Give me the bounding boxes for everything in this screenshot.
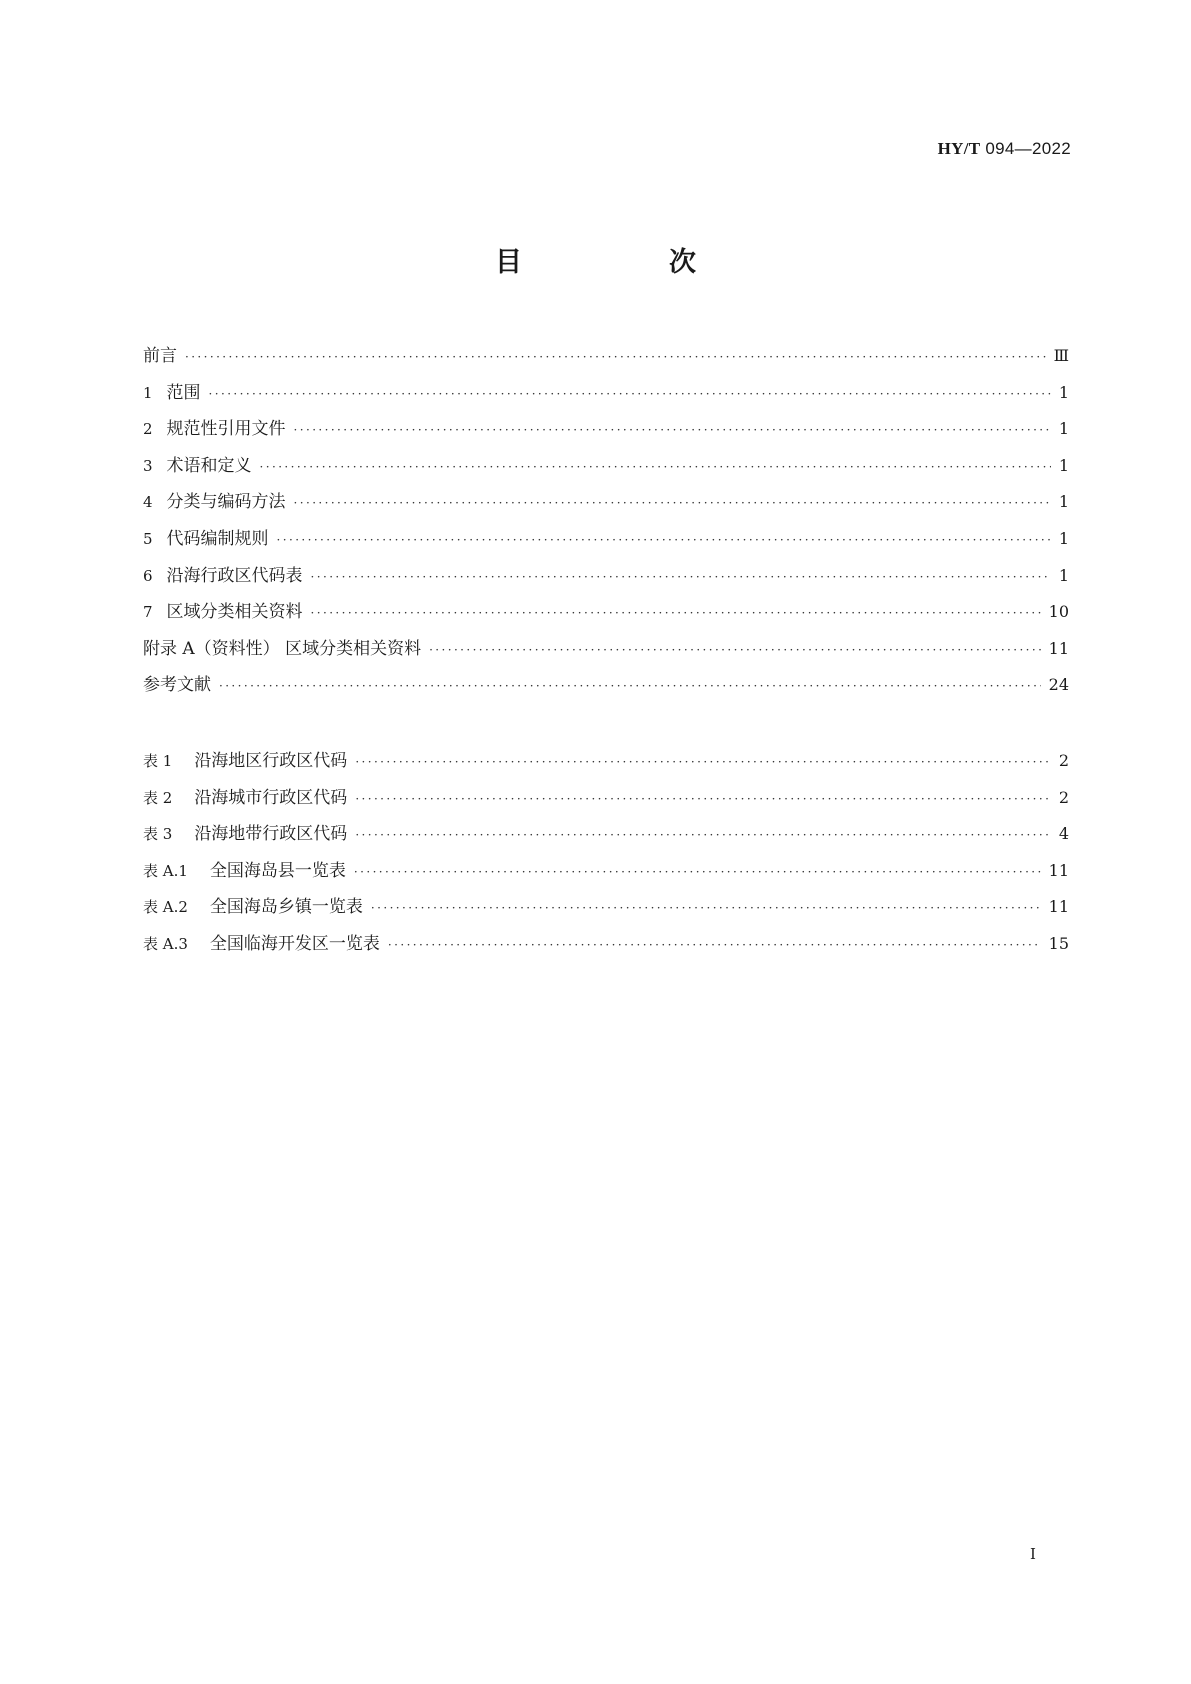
toc-entry-label: 表 3 沿海地带行政区代码 <box>143 824 348 845</box>
page-title: 目 次 <box>495 247 756 278</box>
toc-leader-dots <box>311 606 1041 620</box>
toc-entry-label: 表 2 沿海城市行政区代码 <box>143 787 348 808</box>
toc-leader-dots <box>260 460 1051 474</box>
toc-entry-page: Ⅲ <box>1053 346 1069 365</box>
toc-entry-label: 6 沿海行政区代码表 <box>143 565 303 586</box>
toc-entry-number: 表 A.3 <box>143 934 188 953</box>
toc-main-list <box>143 341 1069 707</box>
toc-entry-table-a2[interactable] <box>143 892 1069 929</box>
toc-entry-label: 5 代码编制规则 <box>143 528 269 549</box>
toc-entry-number: 6 <box>143 566 153 585</box>
toc-entry-number: 1 <box>143 383 153 402</box>
toc-entry-scope[interactable] <box>143 378 1069 415</box>
toc-entry-number: 表 1 <box>143 752 173 770</box>
toc-entry-page: 1 <box>1058 528 1069 548</box>
toc-entry-number: 4 <box>143 493 153 512</box>
toc-entry-page: 10 <box>1048 602 1069 622</box>
toc-entry-page: 4 <box>1058 824 1069 844</box>
toc-leader-dots <box>429 643 1041 657</box>
toc-leader-dots <box>355 755 1051 769</box>
toc-entry-appendix-a[interactable] <box>143 634 1069 671</box>
toc-entry-page: 1 <box>1058 455 1069 475</box>
page-number: I <box>1030 1545 1036 1563</box>
toc-leader-dots <box>219 679 1041 693</box>
toc-leader-dots <box>311 570 1051 584</box>
toc-leader-dots <box>185 350 1046 364</box>
toc-entry-label: 4 分类与编码方法 <box>143 492 286 513</box>
toc-entry-number: 2 <box>143 420 153 439</box>
toc-leader-dots <box>371 901 1041 915</box>
toc-leader-dots <box>388 938 1041 952</box>
toc-entry-label: 附录 A（资料性） 区域分类相关资料 <box>143 638 422 659</box>
toc-entry-classification[interactable] <box>143 487 1069 524</box>
toc-entry-bibliography[interactable] <box>143 670 1069 707</box>
toc-entry-label: 1 范围 <box>143 382 201 403</box>
toc-entry-page: 1 <box>1058 419 1069 439</box>
toc-entry-label: 表 A.3 全国临海开发区一览表 <box>143 933 380 954</box>
toc-entry-number: 表 A.1 <box>143 861 188 880</box>
toc-leader-dots <box>354 865 1041 879</box>
toc-entry-page: 2 <box>1058 787 1069 807</box>
toc-entry-label: 7 区域分类相关资料 <box>143 602 303 623</box>
standard-code <box>938 139 1071 159</box>
toc-entry-related-materials[interactable] <box>143 597 1069 634</box>
toc-entry-page: 11 <box>1048 897 1069 917</box>
toc-entry-page: 2 <box>1058 751 1069 770</box>
toc-entry-number: 表 2 <box>143 788 173 807</box>
toc-entry-page: 1 <box>1058 382 1069 402</box>
toc-entry-table-3[interactable] <box>143 819 1069 856</box>
toc-leader-dots <box>355 828 1051 842</box>
toc-leader-dots <box>294 496 1051 510</box>
toc-entry-number: 表 A.2 <box>143 898 188 917</box>
toc-entry-page: 1 <box>1058 565 1069 585</box>
toc-entry-number: 表 3 <box>143 825 173 844</box>
toc-entry-page: 11 <box>1048 638 1069 658</box>
toc-entry-label: 表 1 沿海地区行政区代码 <box>143 751 348 771</box>
toc-entry-label: 参考文献 <box>143 675 211 696</box>
toc-entry-page: 24 <box>1048 675 1069 695</box>
toc-entry-number: 3 <box>143 456 153 475</box>
toc-leader-dots <box>294 423 1051 437</box>
toc-entry-table-a3[interactable] <box>143 929 1069 966</box>
toc-entry-terms[interactable] <box>143 451 1069 488</box>
toc-entry-label: 表 A.1 全国海岛县一览表 <box>143 860 346 881</box>
toc-entry-code-rules[interactable] <box>143 524 1069 561</box>
toc-entry-label: 3 术语和定义 <box>143 455 252 476</box>
toc-entry-number: 7 <box>143 603 153 622</box>
toc-leader-dots <box>355 792 1051 806</box>
standard-prefix: HY/T <box>937 139 981 158</box>
toc-leader-dots <box>277 533 1051 547</box>
toc-tables-list <box>143 746 1069 966</box>
toc-entry-page: 1 <box>1058 492 1069 512</box>
toc-entry-label: 2 规范性引用文件 <box>143 419 286 440</box>
toc-entry-normative-references[interactable] <box>143 414 1069 451</box>
toc-entry-foreword[interactable] <box>143 341 1069 378</box>
toc-entry-table-1[interactable] <box>143 746 1069 783</box>
toc-entry-table-2[interactable] <box>143 783 1069 820</box>
toc-leader-dots <box>209 387 1051 401</box>
toc-entry-label: 表 A.2 全国海岛乡镇一览表 <box>143 897 363 918</box>
toc-entry-table-a1[interactable] <box>143 856 1069 893</box>
toc-entry-code-table[interactable] <box>143 561 1069 598</box>
standard-number: 094—2022 <box>985 139 1071 158</box>
toc-entry-page: 11 <box>1048 860 1069 880</box>
toc-entry-number: 5 <box>143 529 153 548</box>
toc-entry-page: 15 <box>1048 933 1069 953</box>
toc-entry-label: 前言 <box>143 346 177 366</box>
